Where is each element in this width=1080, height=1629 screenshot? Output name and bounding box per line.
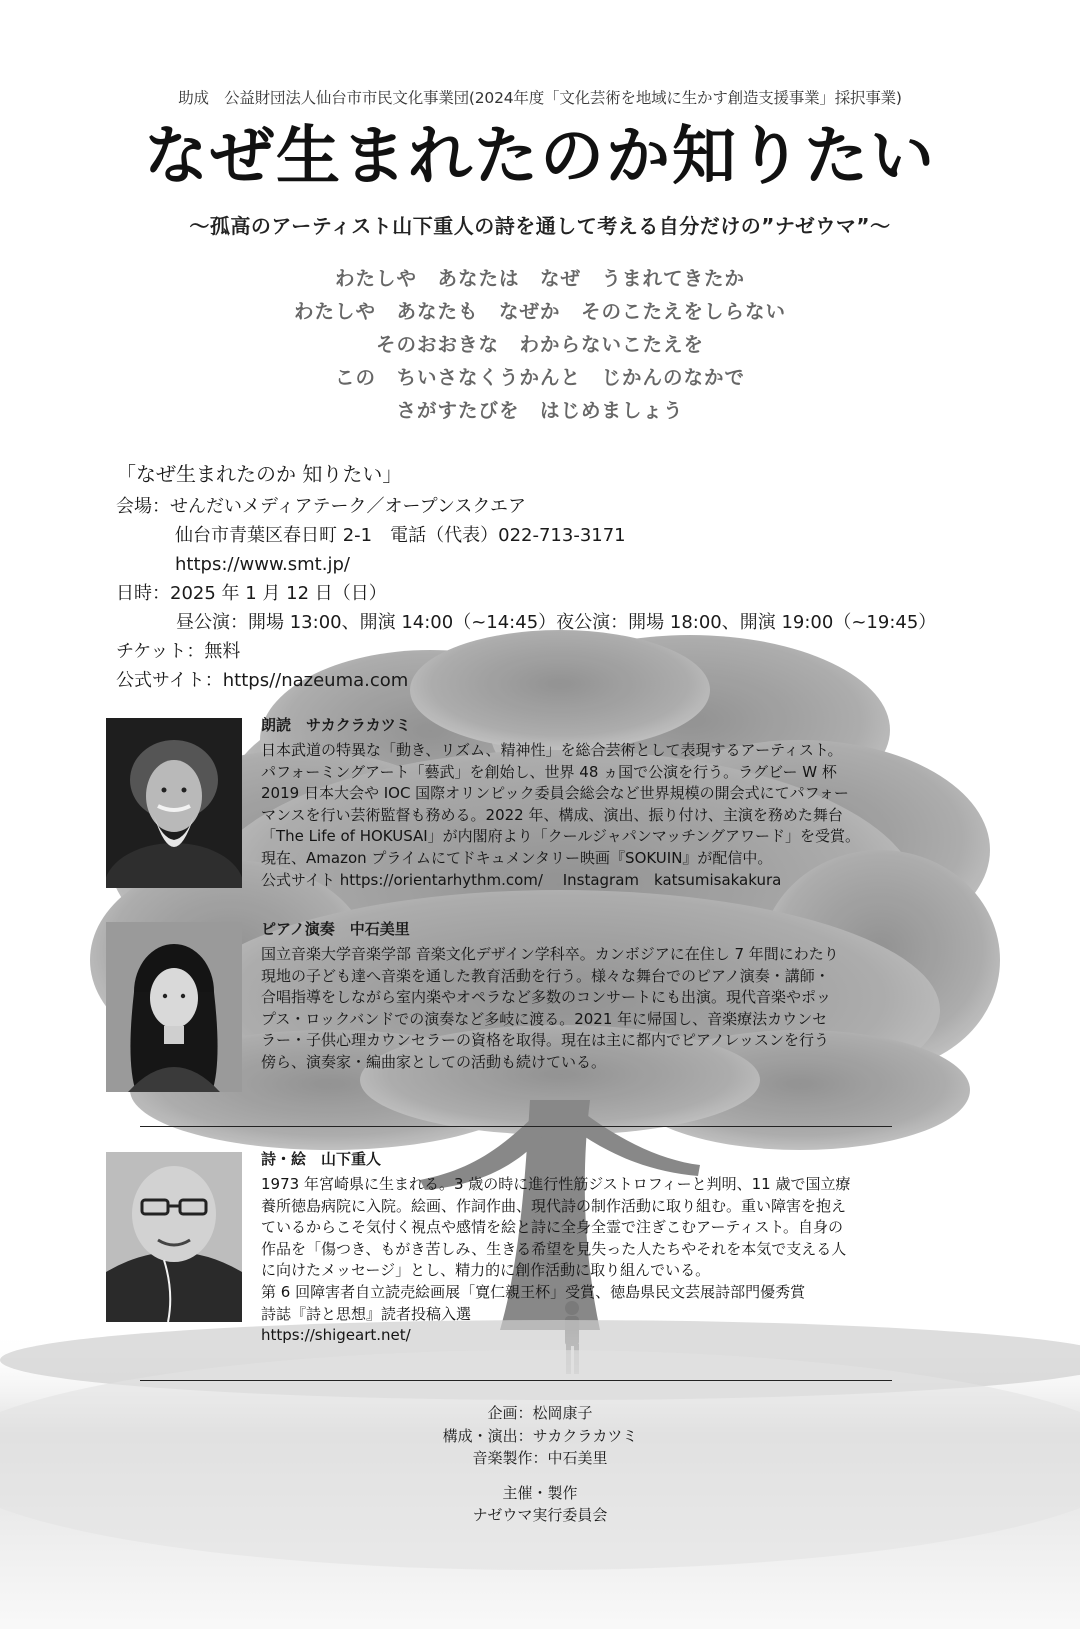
event-date: 日時：2025 年 1 月 12 日（日） <box>116 583 387 604</box>
profile-line: 詩誌『詩と思想』読者投稿入選 <box>261 1304 472 1323</box>
ticket: チケット：無料 <box>116 641 241 662</box>
profile-line: に向けたメッセージ」とし、精力的に創作活動に取り組んでいる。 <box>261 1261 711 1280</box>
poem-line: わたしや あなたも なぜか そのこたえをしらない <box>293 300 786 323</box>
profile-line: パフォーミングアート「藝武」を創始し、世界 48 ヵ国で公演を行う。ラグビー W 杯 <box>261 762 837 781</box>
profile-line: 国立音楽大学音楽学部 音楽文化デザイン学科卒。カンボジアに在住し 7 年間にわたり <box>261 945 839 963</box>
profile-line[interactable]: 公式サイト https://orientarhythm.com/ Instagram katsumisakakura <box>261 870 782 889</box>
profile-line: ラー・子供心理カウンセラーの資格を取得。現在は主に都内でピアノレッスンを行う <box>261 1031 830 1050</box>
profile-line: 1973 年宮崎県に生まれる。3 歳の時に進行性筋ジストロフィーと判明、11 歳で国立療 <box>261 1175 851 1193</box>
event-schedule: 昼公演：開場 13:00、開演 14:00（~14:45）夜公演：開場 18:00、開演 19:00（~19:45） <box>176 612 937 633</box>
profile-text <box>261 916 951 1074</box>
organizer-label: 主催・製作 <box>502 1483 578 1502</box>
poem-line: わたしや あなたは なぜ うまれてきたか <box>334 267 745 290</box>
credits <box>0 1402 1080 1527</box>
profile-text <box>261 712 951 891</box>
poem-line: そのおおきな わからないこたえを <box>375 333 704 356</box>
profile-line: 2019 日本大会や IOC 国際オリンピック委員会総会など世界規模の開会式にてパフォー <box>261 784 849 803</box>
profile-line: プス・ロックバンドでの演奏など多岐に渡る。2021 年に帰国し、音楽療法カウンセ <box>261 1009 828 1028</box>
photo-nakaishi <box>106 922 242 1092</box>
poem-line: この ちいさなくうかんと じかんのなかで <box>334 366 745 389</box>
divider <box>140 1380 892 1381</box>
profile-line: マンスを行い芸術監督も務める。2022 年、構成、演出、振り付け、主演を務めた舞台 <box>261 805 843 824</box>
credit-music: 音楽製作：中石美里 <box>472 1449 608 1467</box>
profile-line: 「The Life of HOKUSAI」が内閣府より「クールジャパンマッチングアワード」を受賞。 <box>261 827 861 846</box>
event-info <box>116 460 1056 695</box>
poem <box>0 262 1080 427</box>
venue: 会場：せんだいメディアテーク／オープンスクエア <box>116 496 527 517</box>
profile-line: 現地の子ども達へ音楽を通した教育活動を行う。様々な舞台でのピアノ演奏・講師・ <box>261 966 830 985</box>
profile-line: 作品を「傷つき、もがき苦しみ、生きる希望を見失った人たちやそれを本気で支える人 <box>261 1239 847 1258</box>
event-title: 「なぜ生まれたのか 知りたい」 <box>116 462 403 486</box>
poem-line: さがすたびを はじめましょう <box>396 399 684 422</box>
venue-url[interactable]: https://www.smt.jp/ <box>175 554 350 575</box>
profile-title: 朗読 サカクラカツミ <box>261 716 411 734</box>
profile-line: 傍ら、演奏家・編曲家としての活動も続けている。 <box>261 1052 607 1071</box>
profile-line: 第 6 回障害者自立読売絵画展「寛仁親王杯」受賞、徳島県民文芸展詩部門優秀賞 <box>261 1282 806 1301</box>
profile-line: ているからこそ気付く視点や感情を絵と詩に全身全霊で注ぎこむアーティスト。自身の <box>261 1218 844 1237</box>
venue-address: 仙台市青葉区春日町 2-1 電話（代表）022-713-3171 <box>175 525 626 546</box>
profile-line[interactable]: https://shigeart.net/ <box>261 1326 411 1345</box>
official-site[interactable]: 公式サイト：https//nazeuma.com <box>116 670 409 691</box>
profile-line: 合唱指導をしながら室内楽やオペラなど多数のコンサートにも出演。現代音楽やポッ <box>261 988 832 1007</box>
organizer: ナゼウマ実行委員会 <box>472 1506 608 1524</box>
main-title: なぜ生まれたのか知りたい <box>144 120 936 194</box>
divider <box>140 1126 892 1127</box>
subsidy-note: 助成 公益財団法人仙台市市民文化事業団(2024年度「文化芸術を地域に生かす創造支援事業」採択事業) <box>178 89 902 107</box>
profile-text <box>261 1146 951 1347</box>
profile-line: 日本武道の特異な「動き、リズム、精神性」を総合芸術として表現するアーティスト。 <box>261 741 843 759</box>
subtitle: 〜孤高のアーティスト山下重人の詩を通して考える自分だけの”ナゼウマ”〜 <box>189 214 891 238</box>
photo-yamashita <box>106 1152 242 1322</box>
profile-line: 養所徳島病院に入院。絵画、作詞作曲、現代詩の制作活動に取り組む。重い障害を抱え <box>261 1196 847 1215</box>
credit-direction: 構成・演出：サカクラカツミ <box>442 1426 638 1445</box>
profile-title: ピアノ演奏 中石美里 <box>261 920 410 938</box>
credit-planning: 企画：松岡康子 <box>487 1404 593 1422</box>
profile-line: 現在、Amazon プライムにてドキュメンタリー映画『SOKUIN』が配信中。 <box>261 848 773 867</box>
profile-title: 詩・絵 山下重人 <box>261 1150 382 1168</box>
photo-sakakura <box>106 718 242 888</box>
